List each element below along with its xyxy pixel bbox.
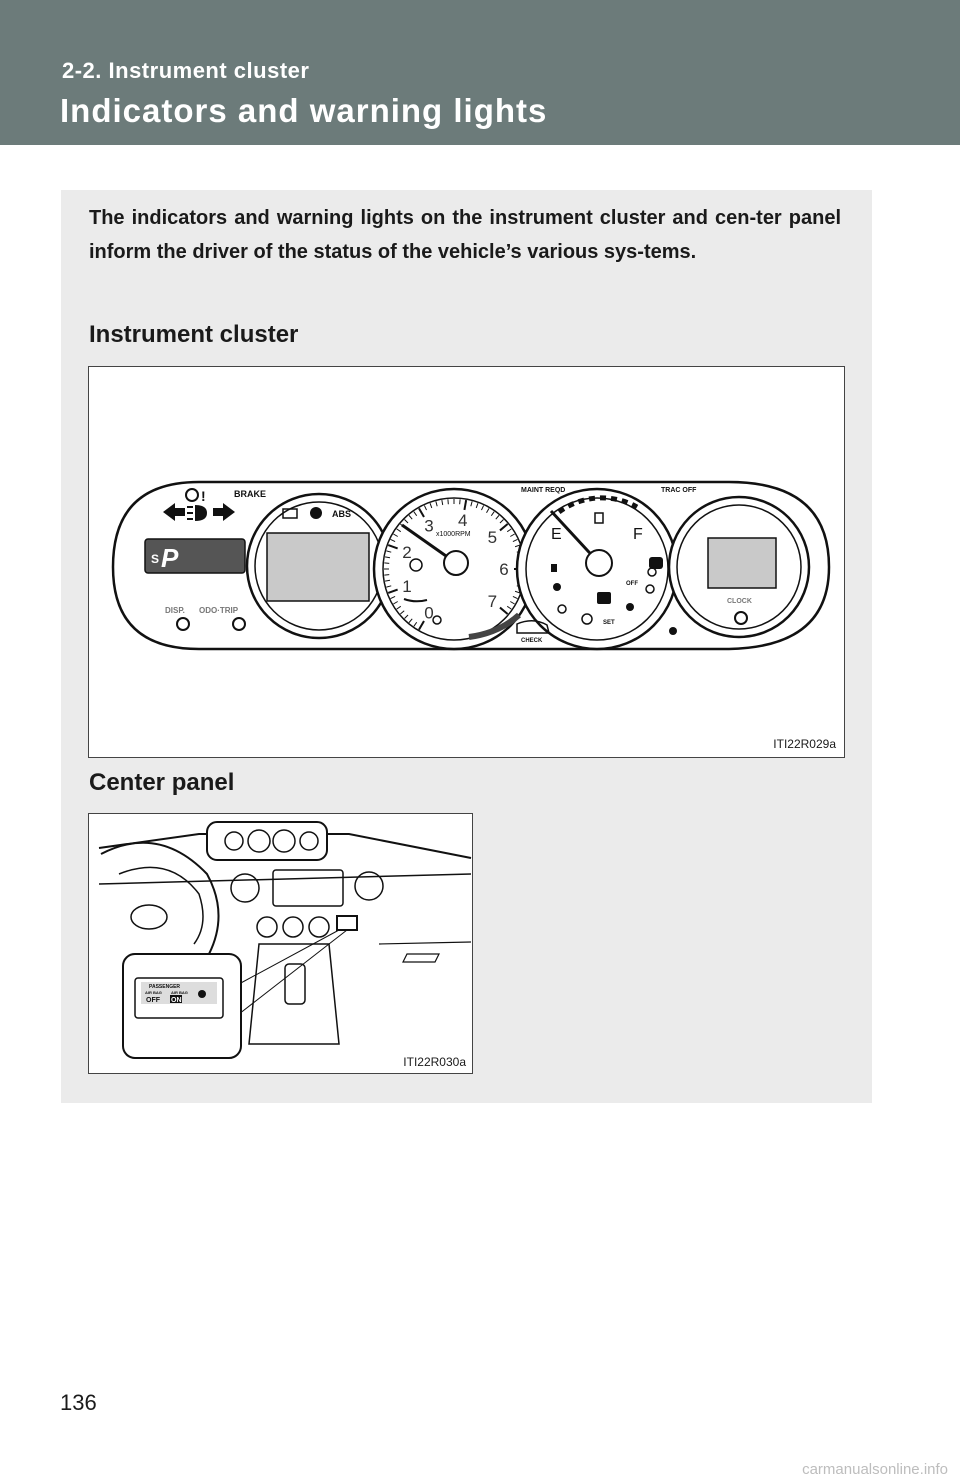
rpm-number: 3	[424, 516, 434, 536]
shift-p-label: P	[161, 543, 179, 573]
security-icon	[597, 592, 611, 604]
set-label: SET	[603, 620, 615, 626]
rpm-number: 4	[457, 510, 468, 530]
rpm-number: 6	[499, 560, 509, 579]
page-title: Indicators and warning lights	[60, 92, 548, 129]
coolant-temp-icon	[553, 583, 561, 591]
airbag-on-label: ON	[171, 997, 182, 1004]
heading-instrument-cluster: Instrument cluster	[89, 321, 299, 348]
audio-display	[273, 870, 343, 906]
figure-code: ITI22R030a	[403, 1055, 466, 1069]
clock-label: CLOCK	[727, 598, 752, 605]
srs-airbag-icon	[669, 627, 677, 635]
fuel-f-label: F	[633, 526, 643, 543]
headlight-high-beam-icon	[187, 505, 207, 521]
passenger-seatbelt-icon	[626, 603, 634, 611]
instrument-cluster-illustration	[89, 367, 846, 759]
center-console	[249, 944, 339, 1044]
seatbelt-icon	[310, 507, 322, 519]
multi-display	[267, 533, 369, 601]
chapter-header	[0, 0, 960, 145]
brake-label: BRAKE	[234, 489, 267, 499]
rpm-number: 5	[487, 527, 498, 547]
page-number: 136	[60, 1390, 97, 1415]
odo-trip-button	[233, 618, 245, 630]
clock-button	[735, 612, 747, 624]
center-panel-illustration	[89, 814, 474, 1075]
heading-center-panel: Center panel	[89, 769, 235, 796]
rpm-unit-label: x1000RPM	[436, 531, 471, 538]
climate-knob-right	[309, 917, 329, 937]
fuel-e-label: E	[551, 526, 562, 543]
odo-trip-label: ODO·TRIP	[199, 606, 239, 615]
center-panel-figure	[88, 813, 473, 1074]
airbag-indicator-location	[337, 916, 357, 930]
climate-knob-left	[257, 917, 277, 937]
section-label: 2-2. Instrument cluster	[62, 58, 310, 83]
clock-display	[708, 538, 776, 588]
disp-button	[177, 618, 189, 630]
warning-exclaim-icon: !	[201, 488, 206, 504]
slip-indicator-icon	[649, 557, 663, 569]
passenger-label: PASSENGER	[149, 984, 181, 990]
climate-knob-center	[283, 917, 303, 937]
rpm-number: 2	[402, 542, 412, 562]
maint-reqd-label: MAINT REQD	[521, 487, 566, 494]
disp-label: DISP.	[165, 606, 185, 615]
glovebox-handle	[403, 954, 439, 962]
watermark: carmanualsonline.info	[802, 1461, 948, 1478]
airbag-off-label: OFF	[146, 997, 160, 1004]
rpm-number: 0	[424, 603, 434, 623]
figure-code: ITI22R029a	[773, 737, 836, 751]
trac-off-label: TRAC OFF	[661, 487, 697, 494]
vsc-off-label: OFF	[626, 581, 638, 587]
intro-paragraph: The indicators and warning lights on the instrument cluster and cen-ter panel inform the driver of the status of the vehicle’s various sys-tems.	[89, 207, 841, 263]
abs-label: ABS	[332, 509, 352, 519]
rpm-number: 1	[402, 577, 412, 597]
instrument-cluster-figure	[88, 366, 845, 758]
left-vent	[231, 874, 259, 902]
shift-s-label: S	[151, 552, 160, 566]
passenger-seatbelt-reminder-icon	[198, 990, 206, 998]
low-fuel-icon	[551, 564, 557, 572]
airbag-right-label: AIR BAG	[171, 990, 188, 995]
airbag-left-label: AIR BAG	[145, 990, 162, 995]
rpm-number: 7	[487, 592, 498, 612]
steering-hub	[131, 905, 167, 929]
check-label: CHECK	[521, 638, 543, 644]
